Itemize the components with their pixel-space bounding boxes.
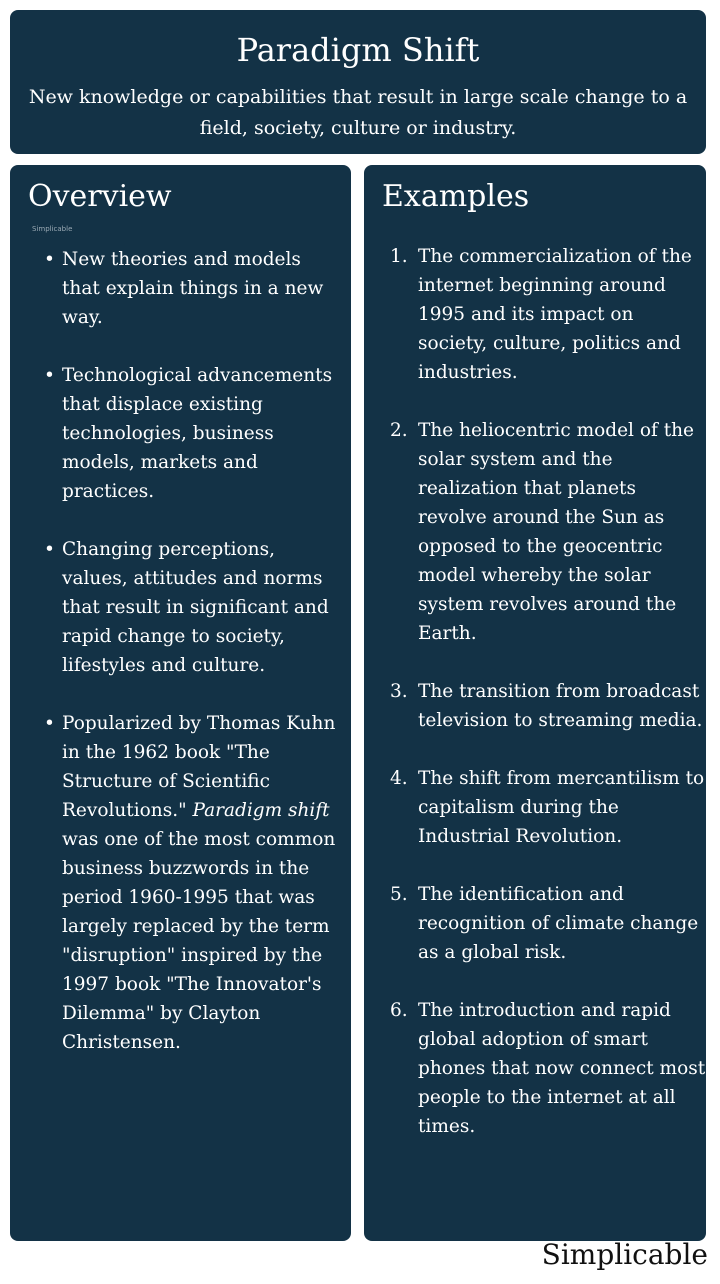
list-item-text: was one of the most common business buzzwords in the period 1960-1995 that was largely replaced by the term "disruption" inspired by the 1997 book "The Innovator's Dilemma" by Clayton Christensen.	[62, 829, 336, 1053]
list-item-text: The transition from broadcast television to streaming media.	[418, 681, 703, 731]
list-item	[390, 416, 706, 648]
list-number: 4.	[390, 768, 408, 789]
overview-heading: Overview	[28, 179, 172, 214]
list-item-text: The heliocentric model of the solar system and the realization that planets revolve around the Sun as opposed to the geocentric model whereby the solar system revolves around the Earth.	[418, 420, 695, 644]
list-item: • Changing perceptions, values, attitudes and norms that result in significant and rapid change to society, lifestyles and culture.	[62, 535, 343, 680]
examples-list	[364, 242, 706, 1170]
brand-watermark: Simplicable	[541, 1238, 708, 1271]
list-number: 1.	[390, 246, 408, 267]
list-number: 6.	[390, 1000, 408, 1021]
examples-panel	[364, 165, 706, 1241]
list-number: 5.	[390, 884, 408, 905]
list-item	[62, 709, 343, 1057]
small-watermark: Simplicable	[32, 225, 73, 233]
list-item	[390, 677, 706, 735]
page-subtitle: New knowledge or capabilities that result in large scale change to a field, society, culture or industry.	[28, 86, 688, 139]
page-title: Paradigm Shift	[236, 31, 480, 69]
list-item-text: The identification and recognition of climate change as a global risk.	[418, 884, 699, 963]
list-item-text: Popularized by Thomas Kuhn in the 1962 book "The Structure of Scientific Revolutions."	[62, 713, 336, 821]
title-banner	[10, 10, 706, 154]
overview-list	[10, 245, 343, 1086]
list-number: 2.	[390, 420, 408, 441]
list-item-emphasis: Paradigm shift	[192, 800, 330, 821]
list-item	[390, 764, 706, 851]
overview-panel	[10, 165, 351, 1241]
list-item: • Technological advancements that displace existing technologies, business models, markets and practices.	[62, 361, 343, 506]
examples-heading: Examples	[382, 179, 530, 214]
list-item-text: The shift from mercantilism to capitalism during the Industrial Revolution.	[418, 768, 705, 847]
list-item: • New theories and models that explain things in a new way.	[62, 245, 343, 332]
list-item-text: The introduction and rapid global adoption of smart phones that now connect most people to the internet at all times.	[418, 1000, 706, 1137]
list-number: 3.	[390, 681, 408, 702]
list-item	[390, 880, 706, 967]
list-item-text: The commercialization of the internet beginning around 1995 and its impact on society, culture, politics and industries.	[418, 246, 692, 383]
list-item	[390, 996, 706, 1141]
list-item	[390, 242, 706, 387]
